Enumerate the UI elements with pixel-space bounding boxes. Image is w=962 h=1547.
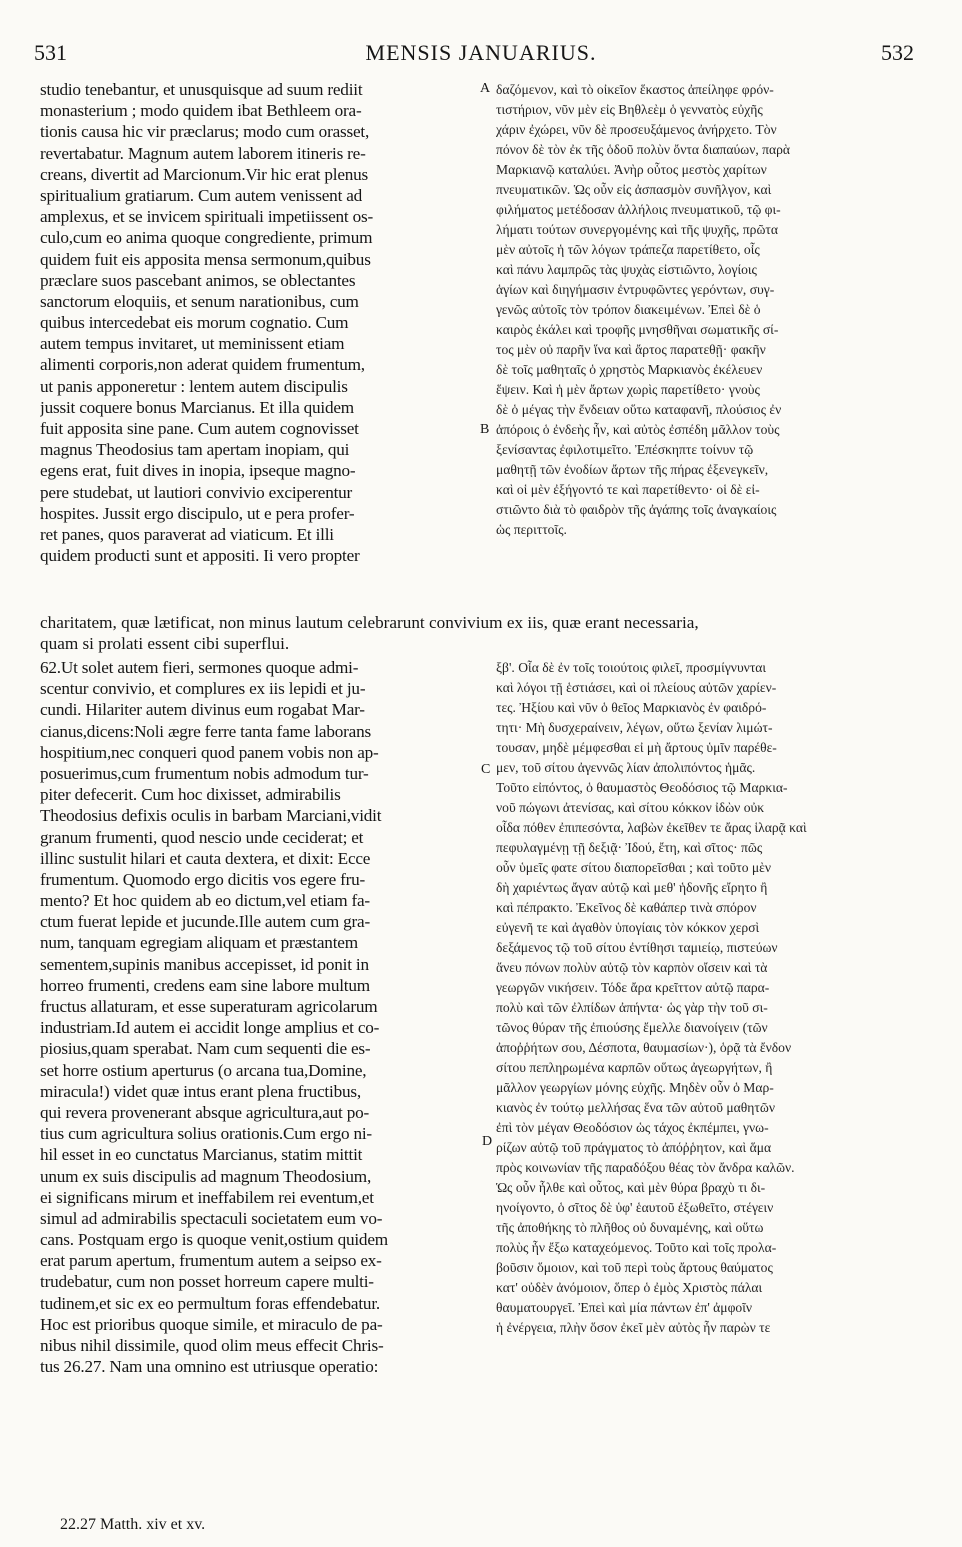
latin-text-line: granum frumenti, quod nescio unde ceciderat; et xyxy=(40,827,364,847)
latin-text-line: fructus allaturam, et esse superaturam agricolarum xyxy=(40,997,378,1016)
greek-text-line: καὶ λόγοι τῇ ἑστιάσει, καὶ οἱ πλείους αὐτῶν χαρίεν- xyxy=(496,680,777,695)
latin-text-line: monasterium ; modo quidem ibat Bethleem ora- xyxy=(40,101,362,121)
greek-text-line: ἁγίων καὶ διηγήμασιν ἐντρυφῶντες γερόντων, συγ- xyxy=(496,282,775,297)
latin-text-line: spiritualium gratiarum. Cum autem venissent ad xyxy=(40,185,363,205)
latin-text-line: scentur convivio, et complures ex iis lepidi et ju- xyxy=(40,679,366,699)
greek-text-line: σίτου πεπληρωμένα καρπῶν οὕτως ἀγεωργήτων, ἢ xyxy=(496,1060,773,1075)
greek-text-line: δὲ ὁ μέγας τὴν ἔνδειαν οὕτω καταφανῆ, πλούσιος ἐν xyxy=(496,402,782,417)
greek-text-line: γεωργῶν νικήσειν. Τόδε ἄρα κρεῖττον αὐτῷ παρα- xyxy=(496,980,770,995)
latin-text-line: piter defecerit. Cum hoc dixisset, admirabilis xyxy=(40,785,341,805)
greek-text-line: Ὡς οὖν ἦλθε καὶ οὗτος, καὶ μὲν θύρα βραχὺ τι δι- xyxy=(496,1180,766,1195)
latin-text-line: quidem producti sunt et appositi. Ii vero propter xyxy=(40,546,360,566)
margin-marker-a: A xyxy=(480,81,491,96)
greek-text-line: καιρὸς ἐκάλει καὶ τροφῆς μνησθῆναι σωματικῆς σί- xyxy=(496,322,779,337)
page-number-right: 532 xyxy=(881,40,914,65)
greek-text-line: μὲν αὐτοῖς ἡ τῶν λόγων τράπεζα παρετίθετο, οἷς xyxy=(496,242,760,257)
latin-text-line: pere studebat, ut lautiori convivio exciperentur xyxy=(40,482,353,502)
latin-text-line: ut panis apponeretur : lentem autem discipulis xyxy=(40,376,348,396)
latin-text-line: autem tempus invitaret, ut meminissent etiam xyxy=(40,334,345,354)
latin-text-line: cundi. Hilariter autem divinus eum rogabat Mar- xyxy=(40,700,365,720)
greek-text-line: κιανὸς ἐν τούτῳ μελλήσας ἕνα τῶν αὐτοῦ μαθητῶν xyxy=(496,1100,775,1115)
latin-text-line: qui revera provenerant absque agricultura,aut po- xyxy=(40,1102,370,1122)
latin-text-line: set horre ostium aperturus (o arcana tua,Domine, xyxy=(40,1060,367,1080)
greek-text-line: τιστήριον, νῦν μὲν εἰς Βηθλεὲμ ὁ γεννατὸς εὐχῆς xyxy=(496,102,763,117)
latin-text-line: tionis causa hic vir præclarus; modo cum orasset, xyxy=(40,122,370,142)
full-width-text-line: quam si prolati essent cibi superflui. xyxy=(40,634,290,653)
greek-text-line: πρὸς κοινωνίαν τῆς παραδόξου θέας τὸν ἄνδρα καλῶν. xyxy=(496,1160,795,1175)
greek-text-line: οὖν ὑμεῖς φατε σίτου διαπορεῖσθαι ; καὶ τοῦτο μὲν xyxy=(496,860,772,875)
running-header xyxy=(0,40,962,70)
latin-text-line: ei significans mirum et ineffabilem rei eventum,et xyxy=(40,1187,374,1207)
latin-text-line: horreo frumenti, credens eam sine labore multum xyxy=(40,975,370,995)
greek-text-line: θαυματουργεῖ. Ἐπεὶ καὶ μία πάντων ἐπ' ἀμφοῖν xyxy=(496,1300,753,1315)
margin-marker-d: D xyxy=(482,1134,493,1149)
greek-text-line: στιῶντο διὰ τὸ φαιδρὸν τῆς ἀγάπης τοῖς ἀναγκαίοις xyxy=(496,502,777,517)
latin-text-line: sementem,supinis manibus accepisset, id ponit in xyxy=(40,954,369,974)
latin-text-line: nibus nihil dissimile, quod olim meus effecit Chris- xyxy=(40,1336,384,1355)
page-number-left: 531 xyxy=(34,40,67,65)
latin-text-line: mento? Et hoc quidem ab eo dictum,vel etiam fa- xyxy=(40,891,370,911)
latin-text-line: magnus Theodosius tam apertam inopiam, qui xyxy=(40,440,350,460)
latin-text-line: creans, divertit ad Marcionum.Vir hic erat plenus xyxy=(40,164,369,184)
greek-text-line: μᾶλλον γεωργίων μόνης εὐχῆς. Μηδὲν οὖν ὁ Μαρ- xyxy=(496,1080,774,1095)
greek-text-line: ἡ ἐνέργεια, πλὴν ὅσον ἐκεῖ μὲν αὐτὸς ἦν παρὼν τε xyxy=(496,1320,771,1335)
greek-text-line: φιλήματος μετέδοσαν ἀλλήλοις πνευματικοῦ, τῷ φι- xyxy=(496,202,781,217)
latin-text-line: alimenti corporis,non aderat quidem frumentum, xyxy=(40,355,365,375)
margin-marker-b: B xyxy=(480,422,490,437)
latin-text-line: unum ex suis discipulis ad magnum Theodosium, xyxy=(40,1166,372,1186)
greek-text-line: ξβ'. Οἷα δὲ ἐν τοῖς τοιούτοις φιλεῖ, προσμίγνυνται xyxy=(496,660,767,675)
greek-text-line: τητι· Μὴ δυσχεραίνειν, λέγων, οὕτω ξενίαν λιμώτ- xyxy=(496,720,773,735)
latin-text-line: industriam.Id autem ei accidit longe amplius et co- xyxy=(40,1018,380,1038)
greek-text-line: μεν, τοῦ σίτου ἀγεννῶς λίαν ἀπολιπόντος ἡμᾶς. xyxy=(496,760,756,775)
latin-text-line: hospitium,nec conqueri quod panem vobis non ap- xyxy=(40,742,379,762)
latin-text-line: tius cum agricultura solius orationis.Cum ergo ni- xyxy=(40,1124,372,1144)
greek-text-line: ἀποῤῥήτων σου, Δέσποτα, θαυμασίων·), ὁρᾷ τὰ ἔνδον xyxy=(496,1040,792,1055)
greek-column-bottom xyxy=(496,658,928,1338)
latin-text-line: culo,cum eo anima quoque congrediente, primum xyxy=(40,228,373,248)
greek-text-line: ἀπόροις ὁ ἐνδεὴς ἦν, καὶ αὐτὸς ἐσπέδη μᾶλλον τοὺς xyxy=(496,422,780,437)
greek-text-line: πόνον δὲ τὸν ἐκ τῆς ὁδοῦ πολὺν ὄντα διαπαύων, παρὰ xyxy=(496,142,791,157)
footnote: 22.27 Matth. xiv et xv. xyxy=(60,1516,206,1533)
greek-text-line: Μαρκιανῷ καταλύει. Ἀνὴρ οὗτος μεστὸς χαρίτων xyxy=(496,162,767,177)
latin-text-line: sanctorum eloquiis, et senum narationibus, cum xyxy=(40,291,359,311)
latin-text-line: ctum fuerat lepide et jucunde.Ille autem cum gra- xyxy=(40,912,370,932)
latin-text-line: erat parum apertum, frumentum autem a seipso ex- xyxy=(40,1251,382,1271)
greek-text-line: καὶ οἱ μὲν ἐξήγοντό τε καὶ παρετίθεντο· οἱ δὲ εἰ- xyxy=(496,482,760,497)
greek-text-line: πνευματικῶν. Ὡς οὖν εἰς ἀσπασμὸν συνῆλγον, καὶ xyxy=(496,182,772,197)
greek-text-line: τῶνος θύραν τῆς ἐπιούσης ἔμελλε διανοίγειν (τῶν xyxy=(496,1020,768,1035)
greek-text-line: ηνοίγοντο, ὁ σῖτος δὲ ὑφ' ἑαυτοῦ ἐξωθεῖτο, στέγειν xyxy=(496,1200,774,1215)
greek-text-line: τες. Ἠξίου καὶ νῦν ὁ θεῖος Μαρκιανὸς ἐν φαιδρό- xyxy=(496,700,767,715)
greek-text-line: μαθητῇ τῶν ἐνοδίων ἄρτων τῆς πήρας ἐξενεγκεῖν, xyxy=(496,462,769,477)
greek-text-line: δεξάμενος τῷ τοῦ σίτου ἐντίθησι ταμιείῳ, πιστεύων xyxy=(496,940,778,955)
latin-text-line: tudinem,et sic ex eo permultum foras effendebatur. xyxy=(40,1293,381,1313)
greek-text-line: πεφυλαγμένῃ τῇ δεξιᾷ· Ἰδού, ἔτη, καὶ σῖτος· πῶς xyxy=(496,840,763,855)
greek-text-line: εὐγενῆ τε καὶ ἀγαθὸν ὑπογίαις τὸν κόκκον χερσὶ xyxy=(496,920,760,935)
greek-text-line: οἶδα πόθεν ἐπιπεσόντα, λαβὼν ἐκεῖθεν τε ἄρας ἱλαρᾷ καὶ xyxy=(496,820,807,835)
latin-text-line: jussit coquere bonus Marcianus. Et illa quidem xyxy=(40,397,354,417)
latin-text-line: amplexus, et se invicem spirituali impetiissent os- xyxy=(40,207,374,227)
latin-text-line: miracula!) videt quæ intus erant plena fructibus, xyxy=(40,1081,361,1101)
latin-text-line: egens erat, fuit dives in inopia, ipseque magno- xyxy=(40,461,356,481)
greek-text-line: πολὺς ἦν ἔξω καταχεόμενος. Τοῦτο καὶ τοῖς προλα- xyxy=(496,1240,777,1255)
greek-text-line: χάριν ἐχώρει, νῦν δὲ προσευξάμενος ἀνήρχετο. Τὸν xyxy=(496,122,777,137)
latin-text-line: piosius,quam sperabat. Nam cum sequenti die es- xyxy=(40,1039,371,1059)
latin-text-line: quibus intercedebat eis morum cognatio. Cum xyxy=(40,313,349,333)
greek-text-line: τῆς ἀποθήκης τὸ πλῆθος οὐ δυναμένης, καὶ οὕτω xyxy=(496,1220,764,1235)
greek-text-line: κατ' οὐδὲν ἀνόμοιον, ὅπερ ὁ ἐμὸς Χριστὸς πάλαι xyxy=(496,1280,763,1295)
greek-text-line: τος μὲν οὐ παρῆν ἵνα καὶ ἄρτος παρατεθῇ· φακῆν xyxy=(496,342,766,357)
latin-text-line: cianus,dicens:Noli ægre ferre tanta fame laborans xyxy=(40,721,371,741)
greek-text-line: τουσαν, μηδὲ μέμφεσθαι εἰ μὴ ἄρτους ὑμῖν παρέθε- xyxy=(496,740,777,755)
greek-text-line: ἄνευ πόνων πολὺν αὐτῷ τὸν καρπὸν οἴσειν καὶ τὰ xyxy=(496,960,768,975)
latin-text-line: cans. Postquam ergo is quoque venit,ostium quidem xyxy=(40,1230,388,1250)
latin-text-line: ret panes, quos paraverat ad viaticum. Et illi xyxy=(40,524,334,544)
greek-text-line: καὶ πέπρακτο. Ἐκεῖνος δὲ καθάπερ τινὰ σπόρον xyxy=(496,900,757,915)
greek-text-line: λήματι τούτων συνεργομένης καὶ τῆς ψυχῆς, πρῶτα xyxy=(496,222,778,237)
latin-text-line: Theodosius defixis oculis in barbam Marciani,vidit xyxy=(40,806,382,826)
greek-text-line: βοῦσιν ὅμοιον, καὶ τοῦ περὶ τοὺς ἄρτους θαύματος xyxy=(496,1260,773,1275)
latin-text-line: num, tanquam egregiam aliquam et præstantem xyxy=(40,933,358,953)
latin-text-line: revertabatur. Magnum autem laborem itineris re- xyxy=(40,143,366,163)
greek-text-line: Τοῦτο εἰπόντος, ὁ θαυμαστὸς Θεοδόσιος τῷ Μαρκια- xyxy=(496,780,788,795)
greek-text-line: δὴ χαριέντως ἄγαν αὐτῷ καὶ μεθ' ἡδονῆς εἴρητο ἢ xyxy=(496,880,768,895)
greek-text-line: δὲ τοῖς μαθηταῖς ὁ χρηστὸς Μαρκιανὸς ἐκέλευεν xyxy=(496,362,763,377)
full-width-lines xyxy=(40,612,930,654)
latin-text-line: 62.Ut solet autem fieri, sermones quoque admi- xyxy=(40,658,359,677)
greek-text-line: ξενίσαντας ἐφιλοτιμεῖτο. Ἐπέσκηπτε τοίνυν τῷ xyxy=(496,442,754,457)
latin-text-line: hil esset in eo cunctatus Marcianus, statim mittit xyxy=(40,1145,363,1165)
greek-text-line: ὡς περιττοῖς. xyxy=(496,522,567,537)
latin-text-line: studio tenebantur, et unusquisque ad suum rediit xyxy=(40,80,363,99)
greek-text-line: πολὺ καὶ τῶν ἐλπίδων ἀπήντα· ὡς γὰρ τὴν τοῦ σι- xyxy=(496,1000,768,1015)
latin-text-line: Hoc est prioribus quoque simile, et miraculo de pa- xyxy=(40,1314,383,1334)
latin-text-line: trudebatur, cum non posset horreum capere multi- xyxy=(40,1272,374,1292)
latin-text-line: simul ad admirabilis spectaculi societatem eum vo- xyxy=(40,1208,383,1228)
greek-column-top xyxy=(496,80,928,540)
full-width-text-line: charitatem, quæ lætificat, non minus lautum celebrarunt convivium ex iis, quæ erant necessaria, xyxy=(40,613,699,632)
greek-text-line: ρίζων αὐτῷ τοῦ πράγματος τὸ ἀπόῤῥητον, καὶ ἅμα xyxy=(496,1140,772,1155)
latin-column-bottom xyxy=(40,657,480,1377)
greek-text-line: γενῶς αὐτοῖς τὸν τρόπον διακειμένων. Ἐπεὶ δὲ ὁ xyxy=(496,302,761,317)
greek-text-line: δαζόμενον, καὶ τὸ οἰκεῖον ἕκαστος ἀπείληφε φρόν- xyxy=(496,82,774,97)
greek-text-line: νοῦ πώγωνι ἀτενίσας, καὶ σίτου κόκκον ἰδὼν οὐκ xyxy=(496,800,765,815)
greek-text-line: καὶ πάνυ λαμπρῶς τὰς ψυχὰς εἰστιῶντο, λογίοις xyxy=(496,262,757,277)
latin-text-line: illinc sustulit hilari et cauta dextera, et dixit: Ecce xyxy=(40,848,371,868)
running-title: MENSIS JANUARIUS. xyxy=(365,40,597,65)
latin-text-line: posuerimus,cum frumentum nobis admodum tur- xyxy=(40,763,369,783)
latin-column-top xyxy=(40,79,480,566)
latin-text-line: tus 26.27. Nam una omnino est utriusque operatio: xyxy=(40,1357,379,1377)
latin-text-line: quidem fuit eis apposita mensa sermonum,quibus xyxy=(40,249,371,269)
latin-text-line: hospites. Jussit ergo discipulo, ut e pera profer- xyxy=(40,503,355,523)
latin-text-line: frumentum. Quomodo ergo dicitis vos egere fru- xyxy=(40,869,366,889)
greek-text-line: ἐπὶ τὸν μέγαν Θεοδόσιον ὡς τάχος ἐκπέμπει, γνω- xyxy=(496,1120,769,1135)
greek-text-line: ἕψειν. Καὶ ἡ μὲν ἄρτων χωρὶς παρετίθετο· γνοὺς xyxy=(496,382,760,397)
latin-text-line: præclare suos pascebant animos, se oblectantes xyxy=(40,270,356,290)
margin-marker-c: C xyxy=(481,762,491,777)
latin-text-line: fuit apposita sine pane. Cum autem cognovisset xyxy=(40,419,359,438)
